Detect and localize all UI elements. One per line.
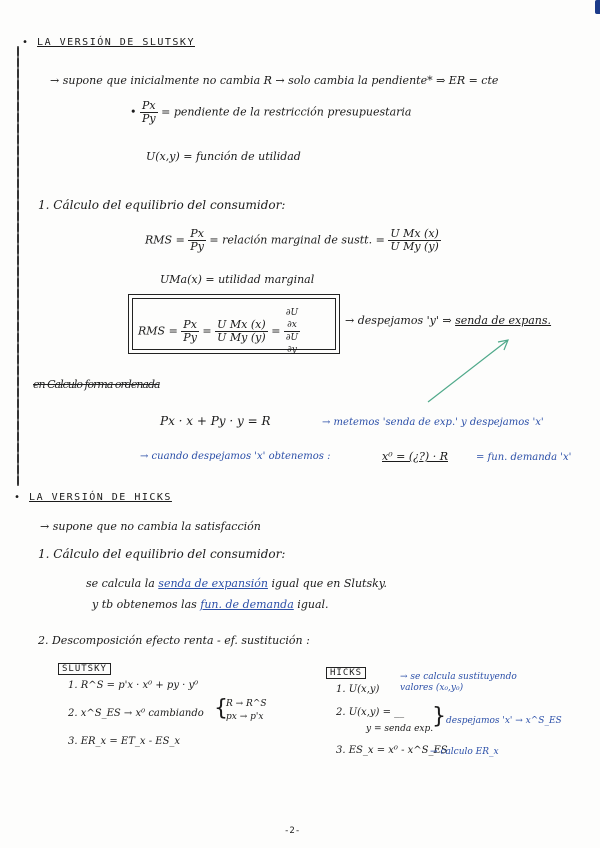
box-arrow-note: → despejamos 'y' ⇒ senda de expans. (345, 314, 552, 327)
hicks-item-1: 1. U(x,y) (336, 684, 380, 695)
budget-note: → metemos 'senda de exp.' y despejamos 'x' (322, 417, 544, 428)
page-corner-tab (595, 0, 600, 14)
brace-icon: } (432, 704, 446, 729)
slutsky-column-label: SLUTSKY (58, 656, 111, 675)
hicks-item-2-note: despejamos 'x' → x^S_ES (446, 716, 562, 726)
slutsky-intro: → supone que inicialmente no cambia R → solo cambia la pendiente* ⇒ ER = cte (50, 74, 499, 87)
hicks-column-label: HICKS (326, 660, 366, 679)
section-heading-slutsky: • LA VERSIÓN DE SLUTSKY (22, 37, 195, 48)
section-heading-hicks: • LA VERSIÓN DE HICKS (14, 492, 172, 503)
brace-icon: { (214, 696, 228, 721)
marginal-utility-line: UMa(x) = utilidad marginal (160, 273, 315, 286)
boxed-rms-equation: RMS = $\frac{Px}{Py}$ = $\frac{\text{U Mx (x)}}{\text{U My (y)}}$ = ∂U ∂x ∂U ∂y (138, 308, 299, 355)
slutsky-item-3: 3. ER_x = ET_x - ES_x (68, 736, 181, 747)
hicks-item-3: 3. ES_x = x⁰ - x^S_ES (336, 745, 448, 756)
demand-x0-note: = fun. demanda 'x' (476, 452, 572, 463)
page-number: -2- (284, 826, 301, 836)
green-arrow-icon (420, 332, 520, 412)
budget-equation: Px · x + Py · y = R (160, 414, 271, 428)
hicks-step1-line2: y tb obtenemos las fun. de demanda igual. (92, 598, 329, 611)
rms-definition: RMS = $\frac{Px}{Py}$ = relación marginal de sustt. = $\frac{\text{U Mx (x)}}{\text{U My (y)}}$ (145, 227, 439, 253)
slutsky-step1-title: 1. Cálculo del equilibrio del consumidor: (38, 198, 286, 212)
hicks-step1-line1: se calcula la senda de expansión igual que en Slutsky. (86, 577, 388, 590)
hicks-item-2: 2. U(x,y) = __ (336, 707, 405, 718)
slutsky-bullet-slope: • $\frac{Px}{Py}$ = pendiente de la restricción presupuestaria (130, 99, 412, 125)
hicks-item-1-note: → se calcula sustituyendo valores (x₀,y₀) (400, 672, 517, 693)
fraction-px-py: $\frac{Px}{Py}$ (142, 99, 156, 125)
hicks-item-3-note: → calculo ER_x (430, 747, 499, 757)
slutsky-item-2: 2. x^S_ES → x⁰ cambiando (68, 708, 204, 719)
margin-dots (17, 46, 19, 486)
slutsky-item-2-conditions: R → R^S px → p'x (226, 699, 267, 722)
slutsky-bullet-utility: U(x,y) = función de utilidad (146, 150, 301, 163)
hicks-item-2b: y = senda exp. (366, 724, 434, 734)
crossed-out-text: en Calculo forma ordenada (33, 378, 160, 391)
cuando-note: → cuando despejamos 'x' obtenemos : (140, 451, 331, 462)
slutsky-item-1: 1. R^S = p'x · x⁰ + py · y⁰ (68, 680, 199, 691)
hicks-step2: 2. Descomposición efecto renta - ef. sustitución : (38, 634, 310, 647)
hicks-step1: 1. Cálculo del equilibrio del consumidor: (38, 547, 286, 561)
demand-x0-equation: x⁰ = (¿?) · R (382, 450, 448, 463)
hicks-intro: → supone que no cambia la satisfacción (40, 520, 261, 533)
